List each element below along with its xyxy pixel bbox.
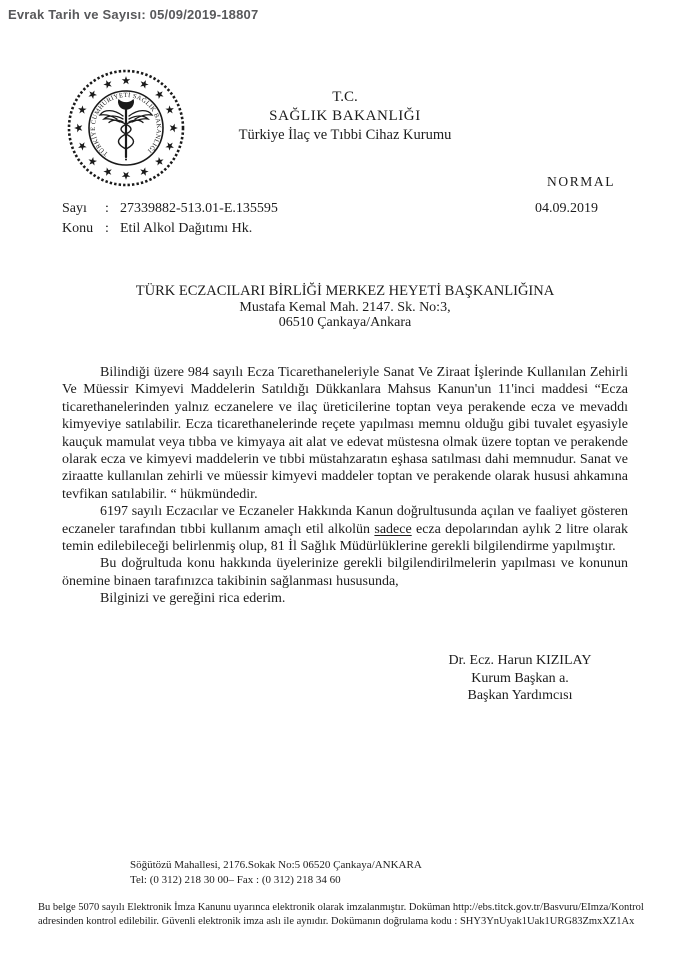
konu-colon: : xyxy=(105,221,109,236)
letterhead xyxy=(0,88,690,145)
seal-curved-text: TÜRKİYE CUMHURİYETİ SAĞLIK BAKANLIĞI xyxy=(89,92,163,158)
sayi-value: 27339882-513.01-E.135595 xyxy=(120,201,278,216)
recipient-city: 06510 Çankaya/Ankara xyxy=(278,315,412,331)
body-paragraph-2-underlined: sadece xyxy=(374,521,412,537)
letter-body xyxy=(62,364,628,608)
konu-row xyxy=(62,219,278,239)
signature-block xyxy=(410,652,630,705)
classification-label: NORMAL xyxy=(547,174,616,189)
letterhead-ministry: SAĞLIK BAKANLIĞI xyxy=(269,108,421,124)
signer-name: Dr. Ecz. Harun KIZILAY xyxy=(448,653,592,668)
footer-phone-line: Tel: (0 312) 218 30 00– Fax : (0 312) 218 34 60 xyxy=(130,873,341,886)
disclaimer-line-2: adresinden kontrol edilebilir. Güvenli elektronik imza aslı ile aynıdır. Dokümanın doğrulama kodu : SHY3YnUyak1Uak1URG83ZmxXZ1Ax xyxy=(38,915,635,927)
footer-address-block xyxy=(130,858,422,887)
signer-title-2: Başkan Yardımcısı xyxy=(467,688,573,703)
footer-address-line: Söğütözü Mahallesi, 2176.Sokak No:5 06520 Çankaya/ANKARA xyxy=(130,859,422,871)
body-paragraph-3: Bu doğrultuda konu hakkında üyelerinize gerekli bilgilendirilmelerin yapılması ve konunun önemine binaen tarafınızca takibinin sağlanması hususunda, xyxy=(62,556,628,589)
sayi-colon: : xyxy=(105,201,109,216)
signer-title-1: Kurum Başkan a. xyxy=(471,670,569,686)
konu-value: Etil Alkol Dağıtımı Hk. xyxy=(120,221,253,236)
body-paragraph-1: Bilindiği üzere 984 sayılı Ecza Ticarethaneleriyle Sanat Ve Ziraat İşlerinde Kullanılan Zehirli Ve Müessir Kimyevi Maddelerin Satıldığı Dükkanlara Mahsus Kanun'un 11'inci maddesi “Ecza ticarethanelerinden yalnız eczanelere ve ilaç üreticilerine toptan veya perakende ecza ve mevaddı kimyeviye satılabilir. Ecza ticarethanelerinde reçete yapılması memnu olduğu gibi tuvalet eşyasiyle kauçuk mamulat veya tıbba ve kimyaya ait alat ve edevat müstesna olmak üzere toptan ve perakende olarak ecza ve kimyevi maddelerin ve tıbbi müstahzaratın eşhasa satılması dahi memnudur. Sanat ve ziraatte kullanılan zehirli ve müessir kimyevi maddeler toptan ve perakende olarak hususi ahkamına tevfikan satılabilir. “ hükmündedir. xyxy=(62,365,628,502)
recipient-street: Mustafa Kemal Mah. 2147. Sk. No:3, xyxy=(239,299,451,315)
recipient-name: TÜRK ECZACILARI BİRLİĞİ MERKEZ HEYETİ BAŞKANLIĞINA xyxy=(135,283,555,299)
e-signature-disclaimer xyxy=(38,901,658,928)
document-date-number-header: Evrak Tarih ve Sayısı: 05/09/2019-18807 xyxy=(8,7,259,22)
sayi-row xyxy=(62,199,278,219)
disclaimer-line-1: Bu belge 5070 sayılı Elektronik İmza Kanunu uyarınca elektronik olarak imzalanmıştır. Doküman http://ebs.titck.gov.tr/Basvuru/EImza/Kontrol xyxy=(38,902,644,913)
document-date: 04.09.2019 xyxy=(535,201,598,216)
letterhead-agency: Türkiye İlaç ve Tıbbi Cihaz Kurumu xyxy=(238,127,452,143)
body-paragraph-2-pre: 6197 sayılı Eczacılar ve Eczaneler Hakkında Kanun doğrultusunda açılan ve faaliyet gösteren eczaneler tarafından tıbbi kullanım amaçlı etil alkolün xyxy=(62,504,628,537)
letterhead-tc: T.C. xyxy=(332,89,358,105)
body-paragraph-2 xyxy=(62,503,628,555)
recipient-block xyxy=(0,284,690,331)
sayi-label: Sayı xyxy=(62,201,87,216)
body-paragraph-2-post: ecza depolarından aylık 2 litre olarak temin edilebileceği belirlenmiş olup, 81 İl Sağlık Müdürlüklerine gerekli bilgilendirme yapılmıştır. xyxy=(62,521,628,555)
konu-label: Konu xyxy=(62,221,94,236)
document-meta xyxy=(62,199,278,239)
body-closing-line: Bilginizi ve gereğini rica ederim. xyxy=(100,591,286,607)
